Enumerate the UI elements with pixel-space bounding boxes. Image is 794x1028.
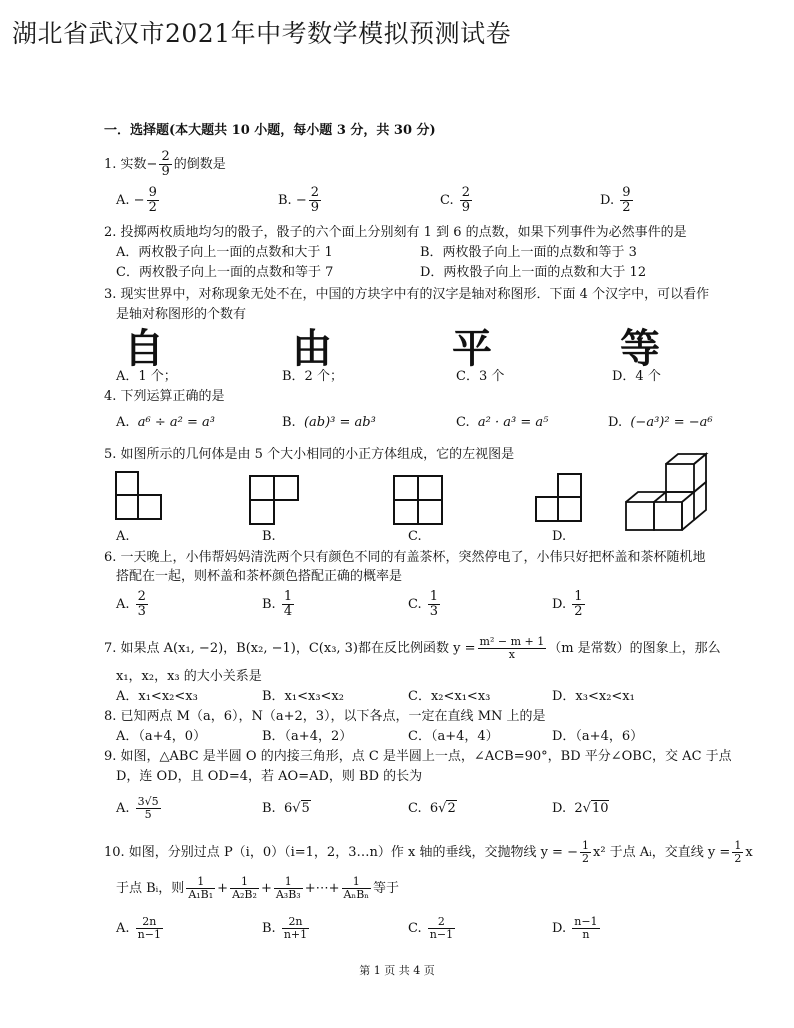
q3-option-b[interactable]: B．2 个； — [282, 369, 343, 384]
q7-option-a[interactable]: A．x₁<x₂<x₃ — [116, 689, 198, 704]
q5-solid-figure — [622, 450, 714, 536]
q5-stem: 5. 如图所示的几何体是由 5 个大小相同的小正方体组成，它的左视图是 — [104, 447, 515, 462]
q6-stem-line2: 搭配在一起，则杯盖和茶杯颜色搭配正确的概率是 — [116, 569, 403, 584]
q10-option-b[interactable]: B. $\frac{2n}{n+1}$ — [262, 915, 308, 941]
q10-option-c[interactable]: C. $\frac{2}{n-1}$ — [408, 915, 454, 941]
q8-option-c[interactable]: C．（a+4，4） — [408, 729, 499, 744]
q8-option-a[interactable]: A．（a+4，0） — [116, 729, 207, 744]
q1-option-c[interactable]: C. $\frac{2}{9}$ — [440, 185, 471, 215]
q9-option-d[interactable]: D. 2√10 — [552, 801, 609, 816]
q8-option-b[interactable]: B．（a+4，2） — [262, 729, 353, 744]
q3-option-d[interactable]: D．4 个 — [612, 369, 661, 384]
q5-option-d[interactable]: D. — [552, 529, 567, 544]
q5-figure-d — [534, 472, 584, 524]
q3-stem-line1: 3. 现实世界中，对称现象无处不在，中国的方块字中有的汉字是轴对称图形．下面 4 个汉字中，可以看作 — [104, 287, 710, 302]
q5-figure-b — [248, 474, 300, 526]
q3-option-c[interactable]: C．3 个 — [456, 369, 505, 384]
q6-option-a[interactable]: A. $\frac{2}{3}$ — [116, 589, 146, 619]
q2-stem: 2. 投掷两枚质地均匀的骰子，骰子的六个面上分别刻有 1 到 6 的点数，如果下列事件为必然事件的是 — [104, 225, 687, 240]
q1-option-d[interactable]: D. $\frac{9}{2}$ — [600, 185, 631, 215]
q2-option-b[interactable]: B．两枚骰子向上一面的点数和等于 3 — [420, 245, 637, 260]
q6-option-c[interactable]: C. $\frac{1}{3}$ — [408, 589, 439, 619]
q5-figure-a — [114, 470, 164, 522]
q6-option-d[interactable]: D. $\frac{1}{2}$ — [552, 589, 583, 619]
q10-option-a[interactable]: A. $\frac{2n}{n-1}$ — [116, 915, 161, 941]
q1-stem: 1. 实数− $\frac{2}{9}$ 的倒数是 — [104, 149, 226, 179]
q5-figure-c — [392, 474, 444, 526]
q5-option-b[interactable]: B. — [262, 529, 276, 544]
q6-option-b[interactable]: B. $\frac{1}{4}$ — [262, 589, 293, 619]
page-footer: 第 1 页 共 4 页 — [359, 964, 435, 977]
q7-option-d[interactable]: D．x₃<x₂<x₁ — [552, 689, 635, 704]
q9-stem-line2: D，连 OD，且 OD=4，若 AO=AD，则 BD 的长为 — [116, 769, 423, 784]
q3-stem-line2: 是轴对称图形的个数有 — [116, 307, 247, 322]
q4-option-c[interactable]: C. a² · a³ = a⁵ — [456, 415, 549, 430]
q6-stem-line1: 6. 一天晚上，小伟帮妈妈清洗两个只有颜色不同的有盖茶杯，突然停电了，小伟只好把杯盖和茶杯随机地 — [104, 550, 706, 565]
q4-stem: 4. 下列运算正确的是 — [104, 389, 225, 404]
section-heading: 一．选择题(本大题共 10 小题，每小题 3 分，共 30 分) — [104, 123, 436, 138]
q10-stem: 10. 如图，分别过点 P（i，0）（i=1，2，3…n）作 x 轴的垂线，交抛物线 y = − $\frac{1}{2}$ x² 于点 Aᵢ，交直线 y = $\frac{1}{2}$ x — [104, 839, 753, 865]
q4-option-d[interactable]: D. (−a³)² = −a⁶ — [608, 415, 713, 430]
q7-option-b[interactable]: B．x₁<x₃<x₂ — [262, 689, 344, 704]
q3-option-a[interactable]: A．1 个； — [116, 369, 177, 384]
q2-option-d[interactable]: D．两枚骰子向上一面的点数和大于 12 — [420, 265, 647, 280]
q7-option-c[interactable]: C．x₂<x₁<x₃ — [408, 689, 491, 704]
q9-option-b[interactable]: B. 6√5 — [262, 801, 310, 816]
q3-char-2: 由 — [292, 326, 332, 372]
q9-option-c[interactable]: C. 6√2 — [408, 801, 456, 816]
q4-option-b[interactable]: B. (ab)³ = ab³ — [282, 415, 376, 430]
q10-option-d[interactable]: D. $\frac{n-1}{n}$ — [552, 915, 598, 941]
q10-sum-expression: 于点 Bᵢ，则 $\frac{1}{\text{A₁B₁}}$ + $\frac{1}{\text{A₂B₂}}$ + $\frac{1}{\text{A₃B₃}}$ +⋯+ $\frac{1}{\text{AₙBₙ}}$ 等于 — [116, 875, 400, 901]
q5-option-c[interactable]: C. — [408, 529, 422, 544]
q8-option-d[interactable]: D．（a+4，6） — [552, 729, 644, 744]
q1-option-a[interactable]: A. − $\frac{9}{2}$ — [116, 185, 157, 215]
q5-option-a[interactable]: A. — [116, 529, 130, 544]
q8-stem: 8. 已知两点 M（a，6），N（a+2，3），以下各点，一定在直线 MN 上的是 — [104, 709, 546, 724]
q1-option-b[interactable]: B. − $\frac{2}{9}$ — [278, 185, 320, 215]
q2-option-c[interactable]: C．两枚骰子向上一面的点数和等于 7 — [116, 265, 334, 280]
q7-stem-line2: x₁，x₂，x₃ 的大小关系是 — [116, 669, 262, 684]
q3-char-4: 等 — [620, 326, 660, 372]
q7-stem: 7. 如果点 A(x₁, −2)，B(x₂, −1)，C(x₃, 3)都在反比例函数 y = $\frac{\text{m² − m + 1}}{x}$ （m 是常数）的图象上，那么 — [104, 635, 721, 661]
q9-option-a[interactable]: A. $\frac{3√5}{5}$ — [116, 795, 159, 821]
q3-char-3: 平 — [452, 326, 492, 372]
q3-char-1: 自 — [124, 326, 164, 372]
q9-stem-line1: 9. 如图，△ABC 是半圆 O 的内接三角形，点 C 是半圆上一点，∠ACB=90°，BD 平分∠OBC，交 AC 于点 — [104, 749, 732, 764]
document-title: 湖北省武汉市2021年中考数学模拟预测试卷 — [12, 19, 512, 48]
q2-option-a[interactable]: A．两枚骰子向上一面的点数和大于 1 — [116, 245, 333, 260]
q4-option-a[interactable]: A. a⁶ ÷ a² = a³ — [116, 415, 215, 430]
